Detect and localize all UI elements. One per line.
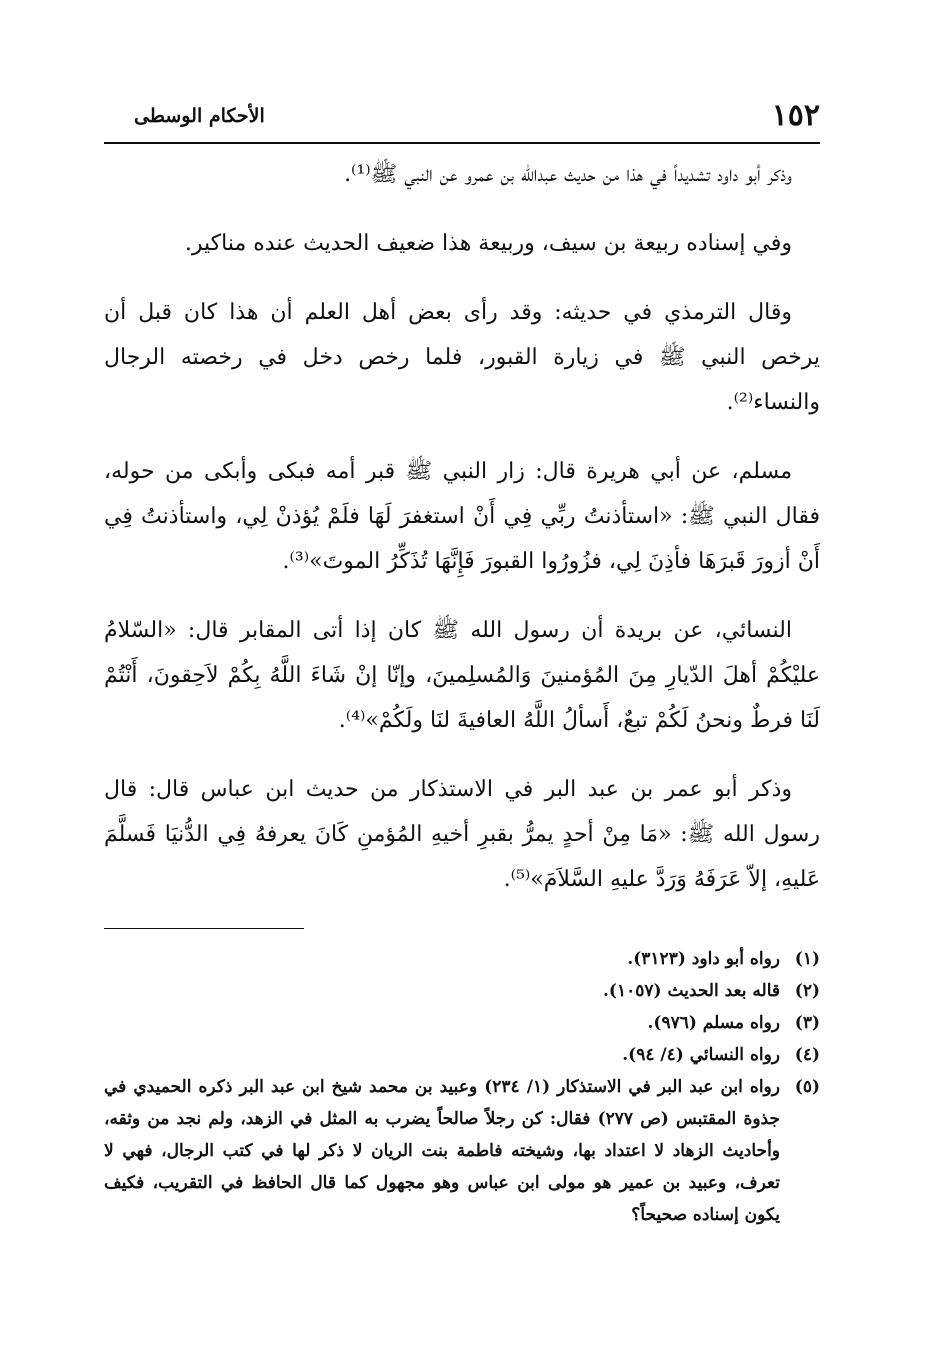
book-title: الأحكام الوسطى <box>134 105 265 127</box>
paragraph-abu-dawud: وذكر أبو داود تشديداً في هذا من حديث عبدالله بن عمرو عن النبي ﷺ⁽¹⁾. <box>344 162 792 187</box>
paragraph-tirmidhi: وقال الترمذي في حديثه: وقد رأى بعض أهل العلم أن هذا كان قبل أن يرخص النبي ﷺ في زيارة القبور، فلما رخص دخل في رخصته الرجال والنساء⁽²⁾. <box>104 300 820 415</box>
footnote-marker: (٤) <box>794 1045 820 1065</box>
paragraph-muslim: مسلم، عن أبي هريرة قال: زار النبي ﷺ قبر أمه فبكى وأبكى من حوله، فقال النبي ﷺ: «استأذنتُ ربِّي فِي أَنْ استغفرَ لَهَا فلَمْ يُؤذنْ لِي، واستأذنتُ فِي أَنْ أزورَ قَبرَهَا فأذِنَ لِي، فزُورُوا القبورَ فَإِنَّهَا تُذَكِّرُ الموتَ»⁽³⁾. <box>104 459 820 574</box>
footnote-marker: (٣) <box>794 1013 820 1033</box>
running-header <box>104 96 820 144</box>
footnote-text: رواه النسائي (٤/ ٩٤). <box>622 1045 780 1065</box>
main-text <box>104 152 820 930</box>
footnote-item <box>104 1007 820 1039</box>
paragraph-nasai: النسائي، عن بريدة أن رسول الله ﷺ كان إذا أتى المقابر قال: «السّلامُ عليْكُمْ أهلَ الدّيارِ مِنَ المُؤمنينَ وَالمُسلِمينَ، وإنّا إنْ شَاءَ اللَّهُ بِكُمْ لاَحِقونَ، أَنْتُمْ لَنَا فرطٌ ونحنُ لَكُمْ تبعٌ، أَسألُ اللَّهُ العافيةَ لنَا ولَكُمْ»⁽⁴⁾. <box>104 618 820 733</box>
paragraph-ibn-abd-al-barr: وذكر أبو عمر بن عبد البر في الاستذكار من حديث ابن عباس قال: قال رسول الله ﷺ: «مَا مِنْ أحدٍ يمرُّ بقبرِ أخيهِ المُؤمنِ كَانَ يعرفهُ فِي الدُّنيَا فَسلَّمَ عَليهِ، إلاّ عَرَفَهُ وَرَدَّ عليهِ السَّلاَمَ»⁽⁵⁾. <box>104 777 820 892</box>
paragraph-isnad-note: وفي إسناده ربيعة بن سيف، وربيعة هذا ضعيف الحديث عنده مناكير. <box>184 231 792 256</box>
footnote-item <box>104 943 820 975</box>
page-number: ١٥٢ <box>771 98 820 133</box>
footnote-marker: (٥) <box>794 1077 820 1097</box>
footnote-divider <box>104 928 304 929</box>
footnote-text: رواه ابن عبد البر في الاستذكار (١/ ٢٣٤) وعبيد بن محمد شيخ ابن عبد البر ذكره الحميدي في جذوة المقتبس (ص ٢٧٧) فقال: كن رجلاً صالحاً يضرب به المثل في الزهد، ولم نجد من وثقه، وأحاديث الزهاد لا اعتداد بها، وشيخته فاطمة بنت الريان لا ذكر لها في كتب الرجال، فهي لا تعرف، وعبيد بن عمير هو مولى ابن عباس وهو مجهول كما قال الحافظ في التقريب، فكيف يكون إسناده صحيحاً؟ <box>104 1077 780 1225</box>
footnote-item <box>104 1039 820 1071</box>
footnote-item <box>104 1071 820 1231</box>
footnote-marker: (١) <box>794 949 820 969</box>
footnote-text: قاله بعد الحديث (١٠٥٧). <box>603 981 780 1001</box>
footnotes <box>104 928 820 1231</box>
footnote-text: رواه مسلم (٩٧٦). <box>647 1013 780 1033</box>
footnote-marker: (٢) <box>794 981 820 1001</box>
footnote-text: رواه أبو داود (٣١٢٣). <box>627 949 780 969</box>
footnote-item <box>104 975 820 1007</box>
